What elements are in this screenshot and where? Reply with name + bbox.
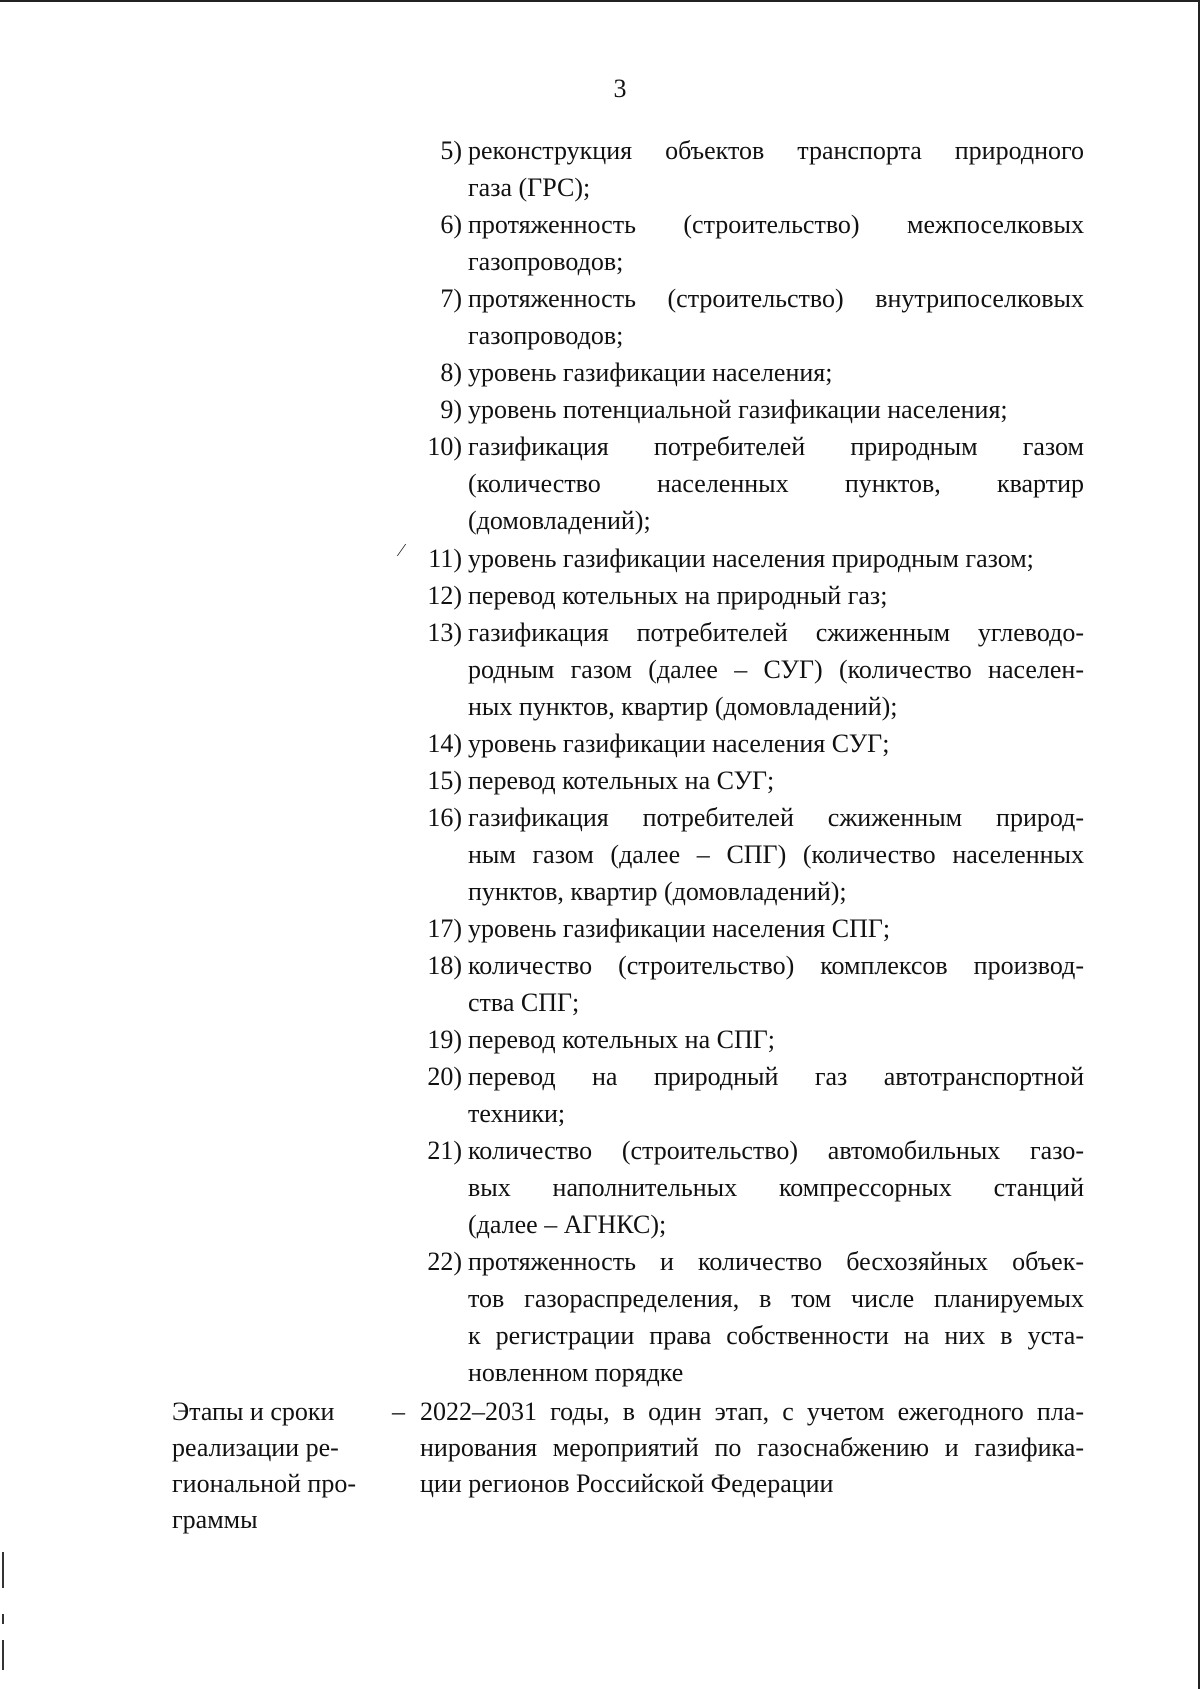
list-item [414,1021,1084,1058]
list-item-number: 19) [427,1025,462,1054]
list-item-line: протяженность и количество бесхозяйных объек- [468,1247,1084,1276]
stage-label-line: реализации ре- [172,1433,339,1462]
list-item-text [468,725,1084,762]
list-item [414,762,1084,799]
list-item-number: 11) [428,544,462,573]
scan-mark [2,1552,4,1588]
list-item-text [468,428,1084,539]
list-item [414,540,1084,577]
list-item-number: 17) [427,914,462,943]
list-item-line: уровень газификации населения СПГ; [468,914,891,943]
list-item-line: (количество населенных пунктов, квартир [468,469,1084,498]
list-item [414,206,1084,280]
stage-text-line: нирования мероприятий по газоснабжению и газифика- [420,1433,1084,1462]
list-item-line: вых наполнительных компрессорных станций [468,1173,1084,1202]
list-item-line: газификация потребителей природным газом [468,432,1084,461]
list-item-number: 5) [440,136,462,165]
stage-text-line: 2022–2031 годы, в один этап, с учетом ежегодного пла- [420,1397,1084,1426]
list-item-number: 8) [440,358,462,387]
list-item-number: 15) [427,766,462,795]
list-item-line: ным газом (далее – СПГ) (количество населенных [468,840,1084,869]
list-item-text [468,132,1084,206]
list-item [414,1132,1084,1243]
list-item-line: уровень потенциальной газификации населения; [468,395,1008,424]
list-item-number: 18) [427,951,462,980]
list-item [414,354,1084,391]
list-item-line: родным газом (далее – СУГ) (количество населен- [468,655,1084,684]
list-item-text [468,1132,1084,1243]
list-item [414,1058,1084,1132]
page-number: 3 [613,74,627,103]
margin-handwritten-mark: ⁄ [400,540,404,560]
list-item [414,577,1084,614]
list-item-text [468,391,1084,428]
list-item-line: реконструкция объектов транспорта природного [468,136,1084,165]
stage-dash: – [392,1397,405,1426]
list-item-line: тов газораспределения, в том числе планируемых [468,1284,1084,1313]
list-item-text [468,577,1084,614]
stage-label-line: гиональной про- [172,1469,356,1498]
list-item [414,1243,1084,1391]
list-item-line: перевод котельных на СПГ; [468,1025,775,1054]
list-item [414,428,1084,539]
list-item-number: 9) [440,395,462,424]
list-item-text [468,206,1084,280]
list-item-line: (далее – АГНКС); [468,1210,667,1239]
list-item-line: перевод котельных на природный газ; [468,581,888,610]
list-item-line: количество (строительство) автомобильных газо- [468,1136,1084,1165]
stage-label-line: граммы [172,1505,258,1534]
list-item-text [468,614,1084,725]
scan-mark [2,1614,4,1624]
list-item-text [468,354,1084,391]
list-item-text [468,280,1084,354]
list-item-number: 21) [427,1136,462,1165]
list-item-text [468,540,1084,577]
list-item-line: протяженность (строительство) межпоселковых [468,210,1084,239]
list-item [414,725,1084,762]
stage-text-line: ции регионов Российской Федерации [420,1469,834,1498]
list-item-line: количество (строительство) комплексов производ- [468,951,1084,980]
list-item-line: газопроводов; [468,247,624,276]
list-item [414,391,1084,428]
list-item-line: протяженность (строительство) внутрипоселковых [468,284,1084,313]
list-item-line: перевод на природный газ автотранспортной [468,1062,1084,1091]
list-item-text [468,762,1084,799]
list-item-line: техники; [468,1099,566,1128]
list-item-text [468,947,1084,1021]
list-item-number: 10) [427,432,462,461]
list-item [414,910,1084,947]
page-edge-top [0,0,1200,2]
list-item-line: перевод котельных на СУГ; [468,766,775,795]
scan-mark [2,1640,4,1670]
list-item-line: новленном порядке [468,1358,684,1387]
list-item-number: 20) [427,1062,462,1091]
list-item-number: 22) [427,1247,462,1276]
list-item-line: уровень газификации населения СУГ; [468,729,890,758]
list-item-line: газификация потребителей сжиженным углеводо- [468,618,1084,647]
list-item-number: 6) [440,210,462,239]
list-item-line: ных пунктов, квартир (домовладений); [468,692,898,721]
list-item-number: 12) [427,581,462,610]
list-item [414,280,1084,354]
list-item-line: (домовладений); [468,506,651,535]
list-item-text [468,1058,1084,1132]
stage-text [420,1394,1084,1502]
list-item-number: 16) [427,803,462,832]
list-item-text [468,910,1084,947]
list-item-number: 14) [427,729,462,758]
list-item-number: 7) [440,284,462,313]
list-item-text [468,1021,1084,1058]
list-item-line: уровень газификации населения природным газом; [468,544,1034,573]
list-item-line: газопроводов; [468,321,624,350]
list-item-line: газа (ГРС); [468,173,591,202]
list-item [414,947,1084,1021]
list-item-text [468,799,1084,910]
list-item-text [468,1243,1084,1391]
stage-label-line: Этапы и сроки [172,1397,335,1426]
list-item-line: пунктов, квартир (домовладений); [468,877,847,906]
list-item-number: 13) [427,618,462,647]
list-item-line: к регистрации права собственности на них в уста- [468,1321,1084,1350]
list-item [414,132,1084,206]
list-item [414,799,1084,910]
list-item-line: газификация потребителей сжиженным природ- [468,803,1084,832]
list-item [414,614,1084,725]
list-item-line: ства СПГ; [468,988,580,1017]
stage-label [172,1394,372,1538]
list-item-line: уровень газификации населения; [468,358,833,387]
